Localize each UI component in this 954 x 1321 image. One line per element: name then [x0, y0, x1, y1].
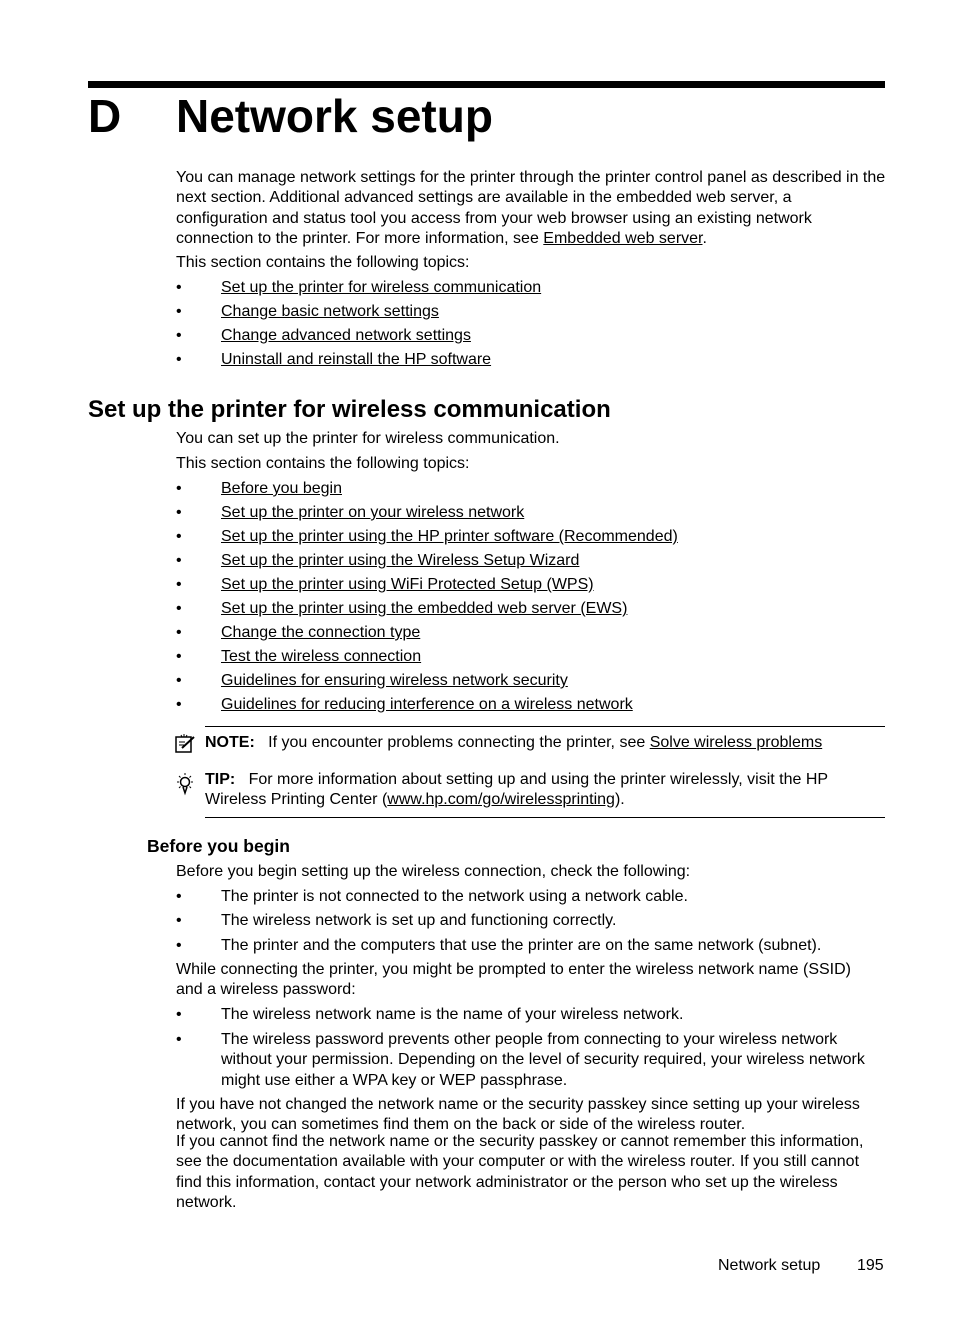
topic-link[interactable]: Guidelines for ensuring wireless network security	[221, 672, 568, 689]
bullet: •	[176, 696, 182, 713]
bullet: •	[176, 327, 182, 344]
cannot-find-paragraph: If you cannot find the network name or the security passkey or cannot remember this information, see the documentation available with your computer or with the wireless router. If you still cannot find this information, contact your network administrator or the person who set up the wireless network.	[176, 1133, 864, 1211]
footer-section: Network setup	[718, 1257, 821, 1274]
list-item-text: The wireless network is set up and functioning correctly.	[221, 912, 617, 929]
bullet: •	[176, 576, 182, 593]
topic-link[interactable]: Guidelines for reducing interference on a wireless network	[221, 696, 633, 713]
note-text: If you encounter problems connecting the printer, see	[268, 734, 650, 751]
bullet: •	[176, 648, 182, 665]
list-item	[176, 887, 886, 907]
list-item-text: The printer is not connected to the network using a network cable.	[221, 888, 688, 905]
bullet: •	[176, 279, 182, 296]
topic-link[interactable]: Test the wireless connection	[221, 648, 422, 665]
list-item	[176, 1030, 881, 1091]
bullet: •	[176, 1006, 182, 1023]
list-item	[176, 647, 886, 667]
before-heading: Before you begin	[147, 836, 290, 856]
intro-topics-label: This section contains the following topics:	[176, 254, 470, 271]
topic-link[interactable]: Change basic network settings	[221, 303, 439, 320]
topic-link[interactable]: Set up the printer using the Wireless Setup Wizard	[221, 552, 580, 569]
list-item	[176, 326, 886, 346]
bullet: •	[176, 480, 182, 497]
list-item	[176, 911, 886, 931]
topic-link[interactable]: Set up the printer using the embedded web server (EWS)	[221, 600, 628, 617]
list-item-text: The printer and the computers that use the printer are on the same network (subnet).	[221, 937, 822, 954]
list-item	[176, 551, 886, 571]
bullet: •	[176, 888, 182, 905]
topic-link[interactable]: Set up the printer using WiFi Protected Setup (WPS)	[221, 576, 594, 593]
before-paragraph: Before you begin setting up the wireless connection, check the following:	[176, 863, 691, 880]
note	[205, 733, 885, 753]
chapter-rule	[88, 81, 885, 88]
tip-text: For more information about setting up and using the printer wirelessly, visit the HP Wireless Printing Center (	[205, 771, 828, 809]
intro-text: You can manage network settings for the printer through the printer control panel as described in the next section. Additional advanced settings are available in the embedded web server, a configuration and status tool you access from your web browser using an existing network connection to the printer. For more information, see	[176, 169, 886, 247]
topic-link[interactable]: Set up the printer for wireless communication	[221, 279, 542, 296]
note-label: NOTE:	[205, 734, 255, 751]
topic-link[interactable]: Change the connection type	[221, 624, 421, 641]
chapter-title: Network setup	[176, 90, 493, 142]
list-item	[176, 936, 886, 956]
bullet: •	[176, 912, 182, 929]
solve-wireless-problems-link[interactable]: Solve wireless problems	[649, 734, 823, 751]
bullet: •	[176, 528, 182, 545]
list-item	[176, 302, 886, 322]
tip-label: TIP:	[205, 771, 236, 788]
list-item	[176, 671, 886, 691]
bullet: •	[176, 552, 182, 569]
section-topics-label: This section contains the following topics:	[176, 455, 470, 472]
bullet: •	[176, 600, 182, 617]
wireless-printing-link[interactable]: www.hp.com/go/wirelessprinting	[387, 791, 615, 809]
tip-end: ).	[614, 791, 625, 809]
tip	[205, 770, 865, 811]
intro-end: .	[702, 229, 707, 247]
bullet: •	[176, 624, 182, 641]
page-number: 195	[857, 1257, 884, 1274]
ssid-paragraph: While connecting the printer, you might be prompted to enter the wireless network name (SSID) and a wireless password:	[176, 961, 851, 999]
chapter-letter: D	[88, 90, 122, 142]
list-item-text: The wireless password prevents other people from connecting to your wireless network without your permission. Depending on the level of security required, your wireless network might use either a WPA key or WEP passphrase.	[221, 1031, 865, 1089]
note-icon	[175, 734, 197, 759]
passkey-paragraph: If you have not changed the network name or the security passkey since setting up your wireless network, you can sometimes find them on the back or side of the wireless router.	[176, 1096, 860, 1134]
note-top-rule	[205, 726, 885, 727]
list-item	[176, 575, 886, 595]
list-item	[176, 503, 886, 523]
list-item	[176, 350, 886, 370]
list-item	[176, 695, 886, 715]
bullet: •	[176, 351, 182, 368]
bullet: •	[176, 504, 182, 521]
list-item	[176, 1005, 881, 1025]
list-item	[176, 599, 886, 619]
list-item	[176, 527, 886, 547]
embedded-web-server-link[interactable]: Embedded web server	[543, 229, 703, 247]
topic-link[interactable]: Uninstall and reinstall the HP software	[221, 351, 492, 368]
bullet: •	[176, 672, 182, 689]
topic-link[interactable]: Set up the printer using the HP printer software (Recommended)	[221, 528, 678, 545]
bullet: •	[176, 303, 182, 320]
topic-link[interactable]: Change advanced network settings	[221, 327, 471, 344]
lightbulb-icon	[174, 772, 196, 801]
list-item	[176, 623, 886, 643]
section-paragraph: You can set up the printer for wireless communication.	[176, 430, 560, 447]
list-item	[176, 479, 886, 499]
topic-link[interactable]: Before you begin	[221, 480, 342, 497]
intro-paragraph	[176, 168, 886, 249]
list-item	[176, 278, 886, 298]
tip-bottom-rule	[205, 817, 885, 818]
bullet: •	[176, 1031, 182, 1048]
list-item-text: The wireless network name is the name of your wireless network.	[221, 1006, 684, 1023]
bullet: •	[176, 937, 182, 954]
section-heading: Set up the printer for wireless communication	[88, 396, 611, 423]
topic-link[interactable]: Set up the printer on your wireless network	[221, 504, 525, 521]
